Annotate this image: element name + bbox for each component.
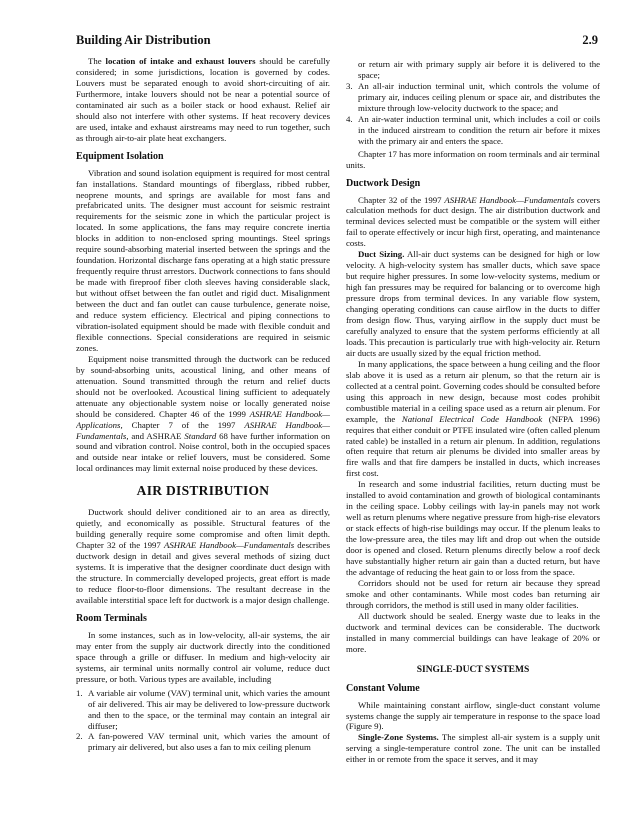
page-header (76, 33, 598, 48)
ductwork-design-heading: Ductwork Design (346, 177, 421, 189)
right-column (346, 56, 600, 817)
terminal-types-list-right (346, 59, 600, 147)
chapter17-paragraph: Chapter 17 has more information on room terminals and air terminal units. (346, 148, 600, 170)
list-item: 2. A fan-powered VAV terminal unit, which varies the amount of primary air delivered, but also uses a fan to mix ceiling plenum (76, 731, 330, 753)
plenum-paragraph: In many applications, the space between a hung ceiling and the floor slab above it is used as a return air plenum, so that the return air is collected at a central point. Governing codes should be consulted before using this approach in new design, because most codes prohibit combustible material in a ceiling space used as a return air plenum. For example, the National Electrical Code Handbook (NFPA 1996) requires that either conduit or PTFE insulated wire (often called plenum rated cable) be installed in a return air plenum. In addition, regulations often require that return air plenums be divided into smaller areas by fire walls and that fire dampers be installed in ducts, which increases first cost. (346, 358, 600, 479)
equipment-isolation-heading: Equipment Isolation (76, 150, 164, 162)
sealed-ductwork-paragraph: All ductwork should be sealed. Energy waste due to leaks in the ductwork and terminal devices can be considerable. The ductwork installed in many commercial buildings can have leakage of 20% or more. (346, 610, 600, 654)
duct-sizing-paragraph: Duct Sizing. All-air duct systems can be designed for high or low velocity. A high-velocity system has smaller ducts, which save space but require higher pressures. In some low-velocity systems, medium or high fan pressures may be required for balancing or to overcome high pressure drops from terminal devices. In any variable flow system, changing operating conditions can cause airflow in the ducts to differ from design flow. Thus, varying airflow in the supply duct must be carefully analyzed to ensure that the system performs efficiently at all loads. This precaution is particularly true with high-velocity air. Return air ducts are usually sized by the equal friction method. (346, 249, 600, 358)
corridors-paragraph: Corridors should not be used for return air because they spread smoke and other contaminants. While most codes ban returning air through corridors, the method is still used in many older facilities. (346, 577, 600, 610)
constant-volume-paragraph: While maintaining constant airflow, single-duct constant volume systems change the supply air temperature in response to the space load (Figure 9). (346, 699, 600, 732)
list-item: 3. An all-air induction terminal unit, which controls the volume of primary air, induces ceiling plenum or space air, and distributes the mixture through low-velocity ductwork to the space; and (346, 80, 600, 113)
page-number: 2.9 (582, 33, 598, 47)
ductwork-design-paragraph: Chapter 32 of the 1997 ASHRAE Handbook—Fundamentals covers calculation methods for duct design. The air distribution ductwork and terminal devices selected must be compatible or the system will either fail to operate effectively or incur high first, operating, and maintenance costs. (346, 194, 600, 249)
single-duct-systems-heading: SINGLE-DUCT SYSTEMS (416, 664, 530, 675)
list-item: 1. A variable air volume (VAV) terminal unit, which varies the amount of air delivered. This air may be delivered to low-pressure ductwork and then to the space, or the terminal may contain an integral air diffuser; (76, 687, 330, 731)
list-item-continuation: or return air with primary supply air before it is delivered to the space; (358, 59, 600, 80)
room-terminals-paragraph: In some instances, such as in low-velocity, all-air systems, the air may enter from the supply air ductwork directly into the conditioned space through a grille or diffuser. In medium and high-velocity air systems, air terminal units normally control air volume, reduce duct pressure, or both. Various types are available, including (76, 629, 330, 684)
running-title: Building Air Distribution (76, 33, 211, 47)
air-distribution-heading: AIR DISTRIBUTION (136, 483, 270, 499)
single-zone-paragraph: Single-Zone Systems. The simplest all-air system is a supply unit serving a single-temperature control zone. The unit can be installed either in or remote from the space it serves, and it may (346, 732, 600, 765)
intro-bold-term: location of intake and exhaust louvers (105, 56, 256, 66)
equipment-isolation-paragraph-1: Vibration and sound isolation equipment is required for most central fan installations. Standard mountings of fiberglass, ribbed rubber, neoprene mounts, and springs are available for most fans and prefabricated units. The designer must account for seismic restraint requirements for the seismic zone in which the particular project is located. In some applications, the fans may require concrete inertia blocks in addition to non-enclosed spring mountings. Steel springs require sound-absorbing material inserted between the springs and the foundation. Horizontal discharge fans operating at a high static pressure frequently require thrust arrestors. Ductwork connections to fans should be made with fireproof fiber cloth sleeves having considerable slack, but without offset between the fan outlet and rigid duct. Misalignment between the duct and fan outlet can cause turbulence, generate noise, and reduce system efficiency. Electrical and piping connections to vibration-isolated equipment should be made with flexible conduit and flexible connections. Special considerations are required in seismic zones. (76, 167, 330, 353)
room-terminals-heading: Room Terminals (76, 612, 147, 624)
constant-volume-heading: Constant Volume (346, 682, 420, 694)
intro-paragraph: The location of intake and exhaust louvers should be carefully considered; in some jurisdictions, location is governed by codes. Louvers must be separated enough to avoid short-circuiting of air. Furthermore, intake louvers should not be near a potential source of contaminated air such as a boiler stack or hood exhaust. Relief air should also not interfere with other systems. If heat recovery devices are used, intake and exhaust airstreams may need to run together, such as through air-to-air plate heat exchangers. (76, 56, 330, 143)
list-item: 4. An air-water induction terminal unit, which includes a coil or coils in the induced airstream to condition the return air before it mixes with the primary air and enters the space. (346, 113, 600, 146)
equipment-isolation-paragraph-2: Equipment noise transmitted through the ductwork can be reduced by sound-absorbing units, acoustical lining, and other means of attenuation. Sound transmitted through the return and relief ducts should not be overlooked. Acoustical lining sufficient to adequately attenuate any objectionable system noise or locally generated noise should be considered. Chapter 46 of the 1999 ASHRAE Handbook—Applications, Chapter 7 of the 1997 ASHRAE Handbook—Fundamentals, and ASHRAE Standard 68 have further information on sound and vibration control. Noise control, both in the occupied spaces and outside near intake or relief louvers, must be considered. Some local ordinances may limit external noise produced by these devices. (76, 353, 330, 474)
left-column (76, 56, 330, 817)
air-distribution-paragraph: Ductwork should deliver conditioned air to an area as directly, quietly, and economically as possible. Structural features of the building generally require some compromise and often limit depth. Chapter 32 of the 1997 ASHRAE Handbook—Fundamentals describes ductwork design in detail and gives several methods of sizing duct systems. It is imperative that the designer coordinate duct design with the structure. In commercially developed projects, great effort is made to reduce floor-to-floor dimensions. The resultant decrease in the available interstitial space left for ductwork is a major design challenge. (76, 507, 330, 605)
research-paragraph: In research and some industrial facilities, return ducting must be installed to avoid contamination and growth of biological contaminants in the ceiling space. Lobby ceilings with lay-in panels may not work well as return plenums where negative pressure from high-rise elevators or stack effects of high-rise buildings may occur. If the plenum leaks to the low-pressure area, the tiles may lift and drop out when the outside door is opened and closed. Return plenums directly below a roof deck have substantially higher return air gain than a ducted return, but have the advantage of reducing the heat gain to or loss from the space. (346, 479, 600, 577)
terminal-types-list-left (76, 688, 330, 754)
